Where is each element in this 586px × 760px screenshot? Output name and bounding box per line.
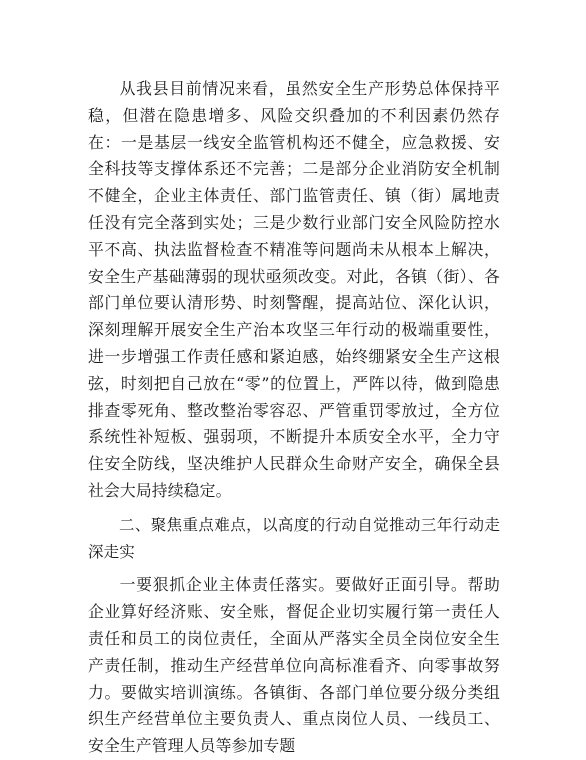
document-body <box>88 76 500 760</box>
body-paragraph-enterprise-responsibility: 一要狠抓企业主体责任落实。要做好正面引导。帮助企业算好经济账、安全账，督促企业切实履行第一责任人责任和员工的岗位责任，全面从严落实全员全岗位安全生产责任制，推动生产经营单位向高标准看齐、向零事故努力。要做实培训演练。各镇街、各部门单位要分级分类组织生产经营单位主要负责人、重点岗位人员、一线员工、安全生产管理人员等参加专题 <box>88 575 500 756</box>
body-paragraph-risk-analysis: 从我县目前情况来看，虽然安全生产形势总体保持平稳，但潜在隐患增多、风险交织叠加的不利因素仍然存在：一是基层一线安全监管机构还不健全，应急救援、安全科技等支撑体系还不完善；二是部分企业消防安全机制不健全，企业主体责任、部门监管责任、镇（街）属地责任没有完全落到实处；三是少数行业部门安全风险防控水平不高、执法监督检查不精准等问题尚未从根本上解决，安全生产基础薄弱的现状亟须改变。对此，各镇（街）、各部门单位要认清形势、时刻警醒，提高站位、深化认识，深刻理解开展安全生产治本攻坚三年行动的极端重要性，进一步增强工作责任感和紧迫感，始终绷紧安全生产这根弦，时刻把自己放在“零”的位置上，严阵以待，做到隐患排查零死角、整改整治零容忍、严管重罚零放过，全方位系统性补短板、强弱项，不断提升本质安全水平，全力守住安全防线，坚决维护人民群众生命财产安全，确保全县社会大局持续稳定。 <box>88 79 500 500</box>
section-heading-two: 二、聚焦重点难点，以高度的行动自觉推动三年行动走深走实 <box>88 515 500 561</box>
